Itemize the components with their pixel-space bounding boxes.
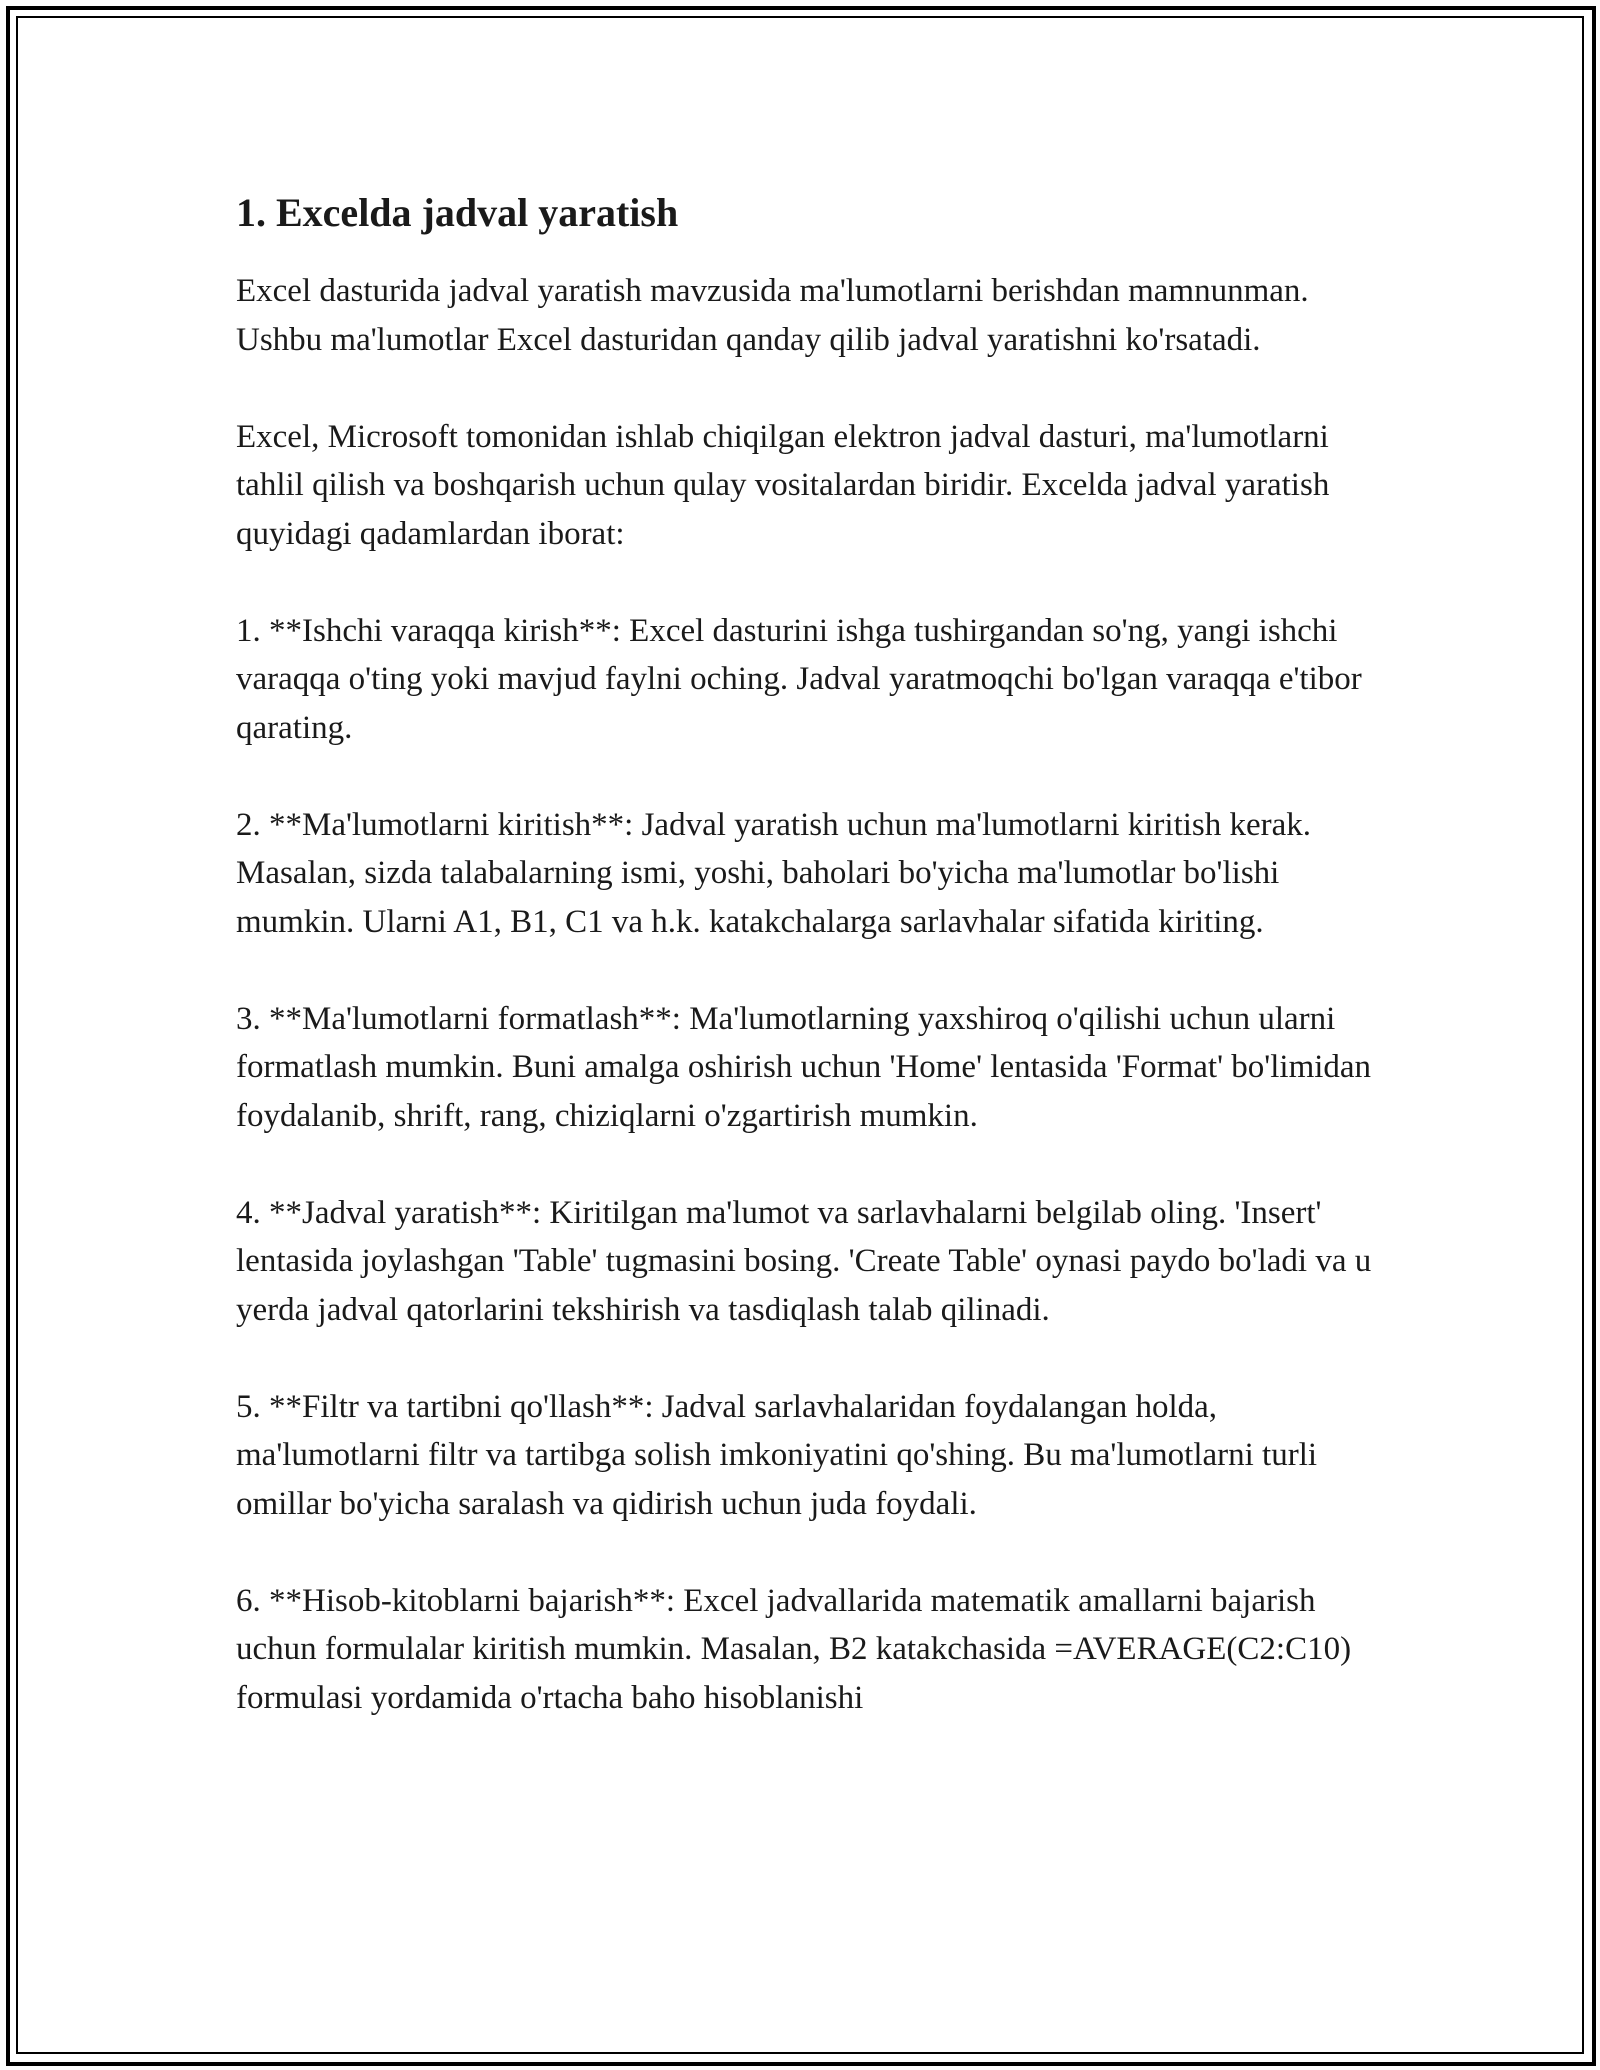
paragraph-step-2: 2. **Ma'lumotlarni kiritish**: Jadval yaratish uchun ma'lumotlarni kiritish kerak. Masalan, sizda talabalarning ismi, yoshi, baholari bo'yicha ma'lumotlar bo'lishi mumkin. Ularni A1, B1, C1 va h.k. katakchalarga sarlavhalar sifatida kiriting.	[236, 806, 1312, 940]
paragraph-step-3: 3. **Ma'lumotlarni formatlash**: Ma'lumotlarning yaxshiroq o'qilishi uchun ularni formatlash mumkin. Buni amalga oshirish uchun 'Home' lentasida 'Format' bo'limidan foydalanib, shrift, rang, chiziqlarni o'zgartirish mumkin.	[236, 1000, 1372, 1134]
paragraph-step-6: 6. **Hisob-kitoblarni bajarish**: Excel jadvallarida matematik amallarni bajarish uchun formulalar kiritish mumkin. Masalan, B2 katakchasida =AVERAGE(C2:C10) formulasi yordamida o'rtacha baho hisoblanishi	[236, 1582, 1352, 1716]
paragraph-step-1: 1. **Ishchi varaqqa kirish**: Excel dasturini ishga tushirgandan so'ng, yangi ishchi varaqqa o'ting yoki mavjud faylni oching. Jadval yaratmoqchi bo'lgan varaqqa e'tibor qarating.	[236, 612, 1362, 746]
document-body	[236, 185, 1396, 1722]
paragraph-step-5: 5. **Filtr va tartibni qo'llash**: Jadval sarlavhalaridan foydalangan holda, ma'lumotlarni filtr va tartibga solish imkoniyatini qo'shing. Bu ma'lumotlarni turli omillar bo'yicha saralash va qidirish uchun juda foydali.	[236, 1388, 1318, 1522]
paragraph-overview: Excel, Microsoft tomonidan ishlab chiqilgan elektron jadval dasturi, ma'lumotlarni tahlil qilish va boshqarish uchun qulay vositalardan biridir. Excelda jadval yaratish quyidagi qadamlardan iborat:	[236, 418, 1330, 552]
paragraph-step-4: 4. **Jadval yaratish**: Kiritilgan ma'lumot va sarlavhalarni belgilab oling. 'Insert' lentasida joylashgan 'Table' tugmasini bosing. 'Create Table' oynasi paydo bo'ladi va u yerda jadval qatorlarini tekshirish va tasdiqlash talab qilinadi.	[236, 1194, 1372, 1328]
paragraph-intro: Excel dasturida jadval yaratish mavzusida ma'lumotlarni berishdan mamnunman. Ushbu ma'lumotlar Excel dasturidan qanday qilib jadval yaratishni ko'rsatadi.	[236, 273, 1309, 358]
document-title: 1. Excelda jadval yaratish	[236, 190, 679, 235]
